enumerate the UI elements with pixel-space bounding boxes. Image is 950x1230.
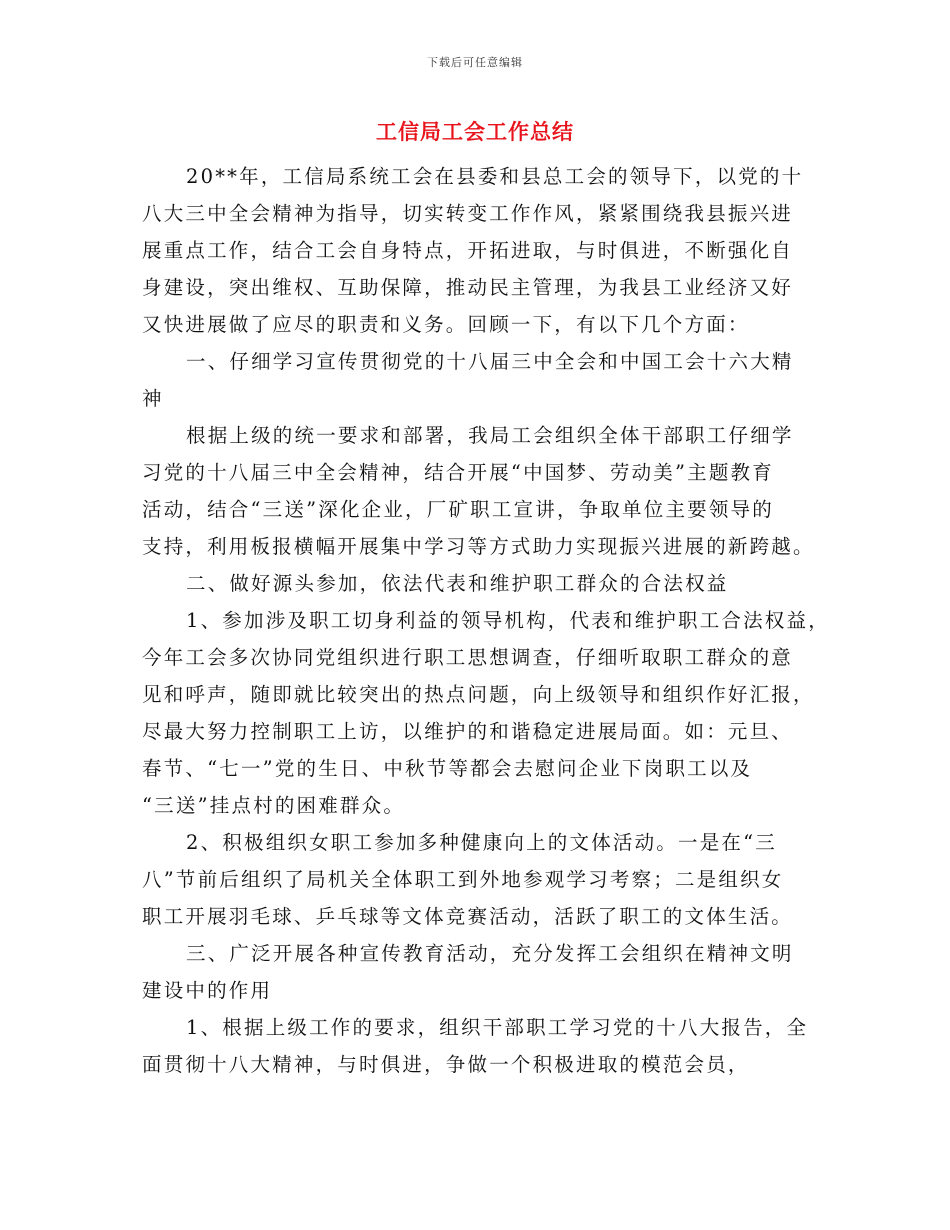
text-line: 八”节前后组织了局机关全体职工到外地参观学习考察；二是组织女 <box>142 868 784 891</box>
text-line: 一、仔细学习宣传贯彻党的十八届三中全会和中国工会十六大精 <box>186 350 794 373</box>
text-line: 建设中的作用 <box>142 979 273 1002</box>
text-line: 见和呼声，随即就比较突出的热点问题，向上级领导和组织作好汇报， <box>142 683 815 706</box>
text-line: 根据上级的统一要求和部署，我局工会组织全体干部职工仔细学 <box>186 424 794 447</box>
text-line: 八大三中全会精神为指导，切实转变工作作风，紧紧围绕我县振兴进 <box>142 202 794 225</box>
text-line: 展重点工作，结合工会自身特点，开拓进取，与时俱进，不断强化自 <box>142 239 794 262</box>
text-line: 1、参加涉及职工切身利益的领导机构，代表和维护职工合法权益， <box>186 609 830 632</box>
document-title: 工信局工会工作总结 <box>376 120 574 144</box>
text-line: 尽最大努力控制职工上访，以维护的和谐稳定进展局面。如：元旦、 <box>142 720 794 743</box>
text-line: 神 <box>142 387 164 410</box>
text-line: 身建设，突出维权、互助保障，推动民主管理，为我县工业经济又好 <box>142 276 794 299</box>
text-line: 1、根据上级工作的要求，组织干部职工学习党的十八大报告，全 <box>186 1016 809 1039</box>
text-line: 又快进展做了应尽的职责和义务。回顾一下，有以下几个方面： <box>142 313 750 336</box>
text-line: 面贯彻十八大精神，与时俱进，争做一个积极进取的模范会员， <box>142 1053 750 1076</box>
text-line: 三、广泛开展各种宣传教育活动，充分发挥工会组织在精神文明 <box>186 942 794 965</box>
text-line: 20**年，工信局系统工会在县委和县总工会的领导下，以党的十 <box>186 165 804 188</box>
text-line: 二、做好源头参加，依法代表和维护职工群众的合法权益 <box>186 572 729 595</box>
text-line: 今年工会多次协同党组织进行职工思想调查，仔细听取职工群众的意 <box>142 646 794 669</box>
header-note: 下载后可任意编辑 <box>427 56 523 69</box>
text-line: 支持，利用板报横幅开展集中学习等方式助力实现振兴进展的新跨越。 <box>142 535 815 558</box>
text-line: 春节、“七一”党的生日、中秋节等都会去慰问企业下岗职工以及 <box>142 757 753 780</box>
text-line: 2、积极组织女职工参加多种健康向上的文体活动。一是在“三 <box>186 831 777 854</box>
document-body <box>142 158 830 1083</box>
text-line: “三送”挂点村的困难群众。 <box>142 794 406 817</box>
text-line: 习党的十八届三中全会精神，结合开展“中国梦、劳动美”主题教育 <box>142 461 774 484</box>
text-line: 活动，结合“三送”深化企业，厂矿职工宣讲，争取单位主要领导的 <box>142 498 774 521</box>
text-line: 职工开展羽毛球、乒乓球等文体竞赛活动，活跃了职工的文体生活。 <box>142 905 794 928</box>
